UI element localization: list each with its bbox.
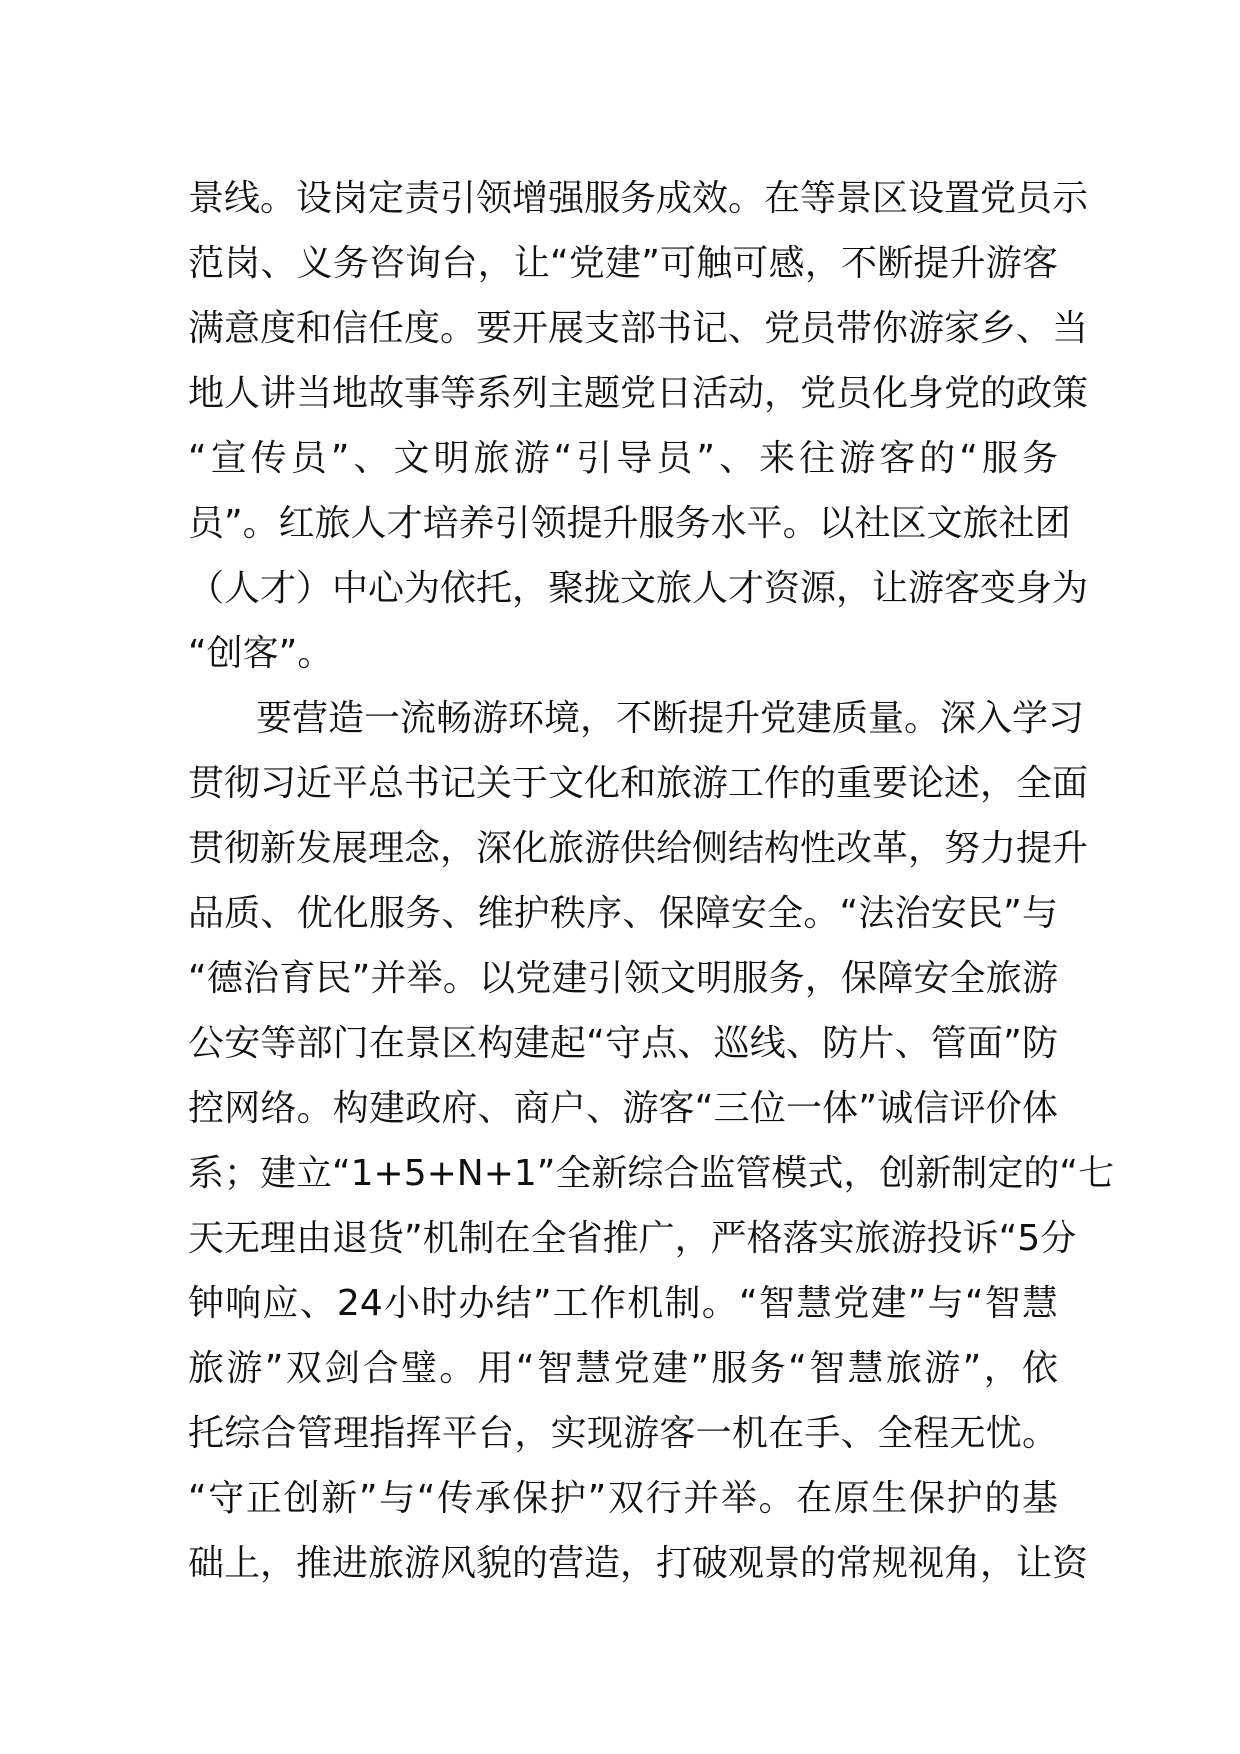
- body-text-line: 控网络。构建政府、商户、游客“三位一体”诚信评价体: [188, 1088, 1058, 1129]
- body-text-line: 天无理由退货”机制在全省推广，严格落实旅游投诉“5分: [188, 1218, 1077, 1259]
- body-text-line: “守正创新”与“传承保护”双行并举。在原生保护的基: [188, 1478, 1058, 1519]
- body-text-line: “创客”。: [188, 633, 334, 674]
- body-text-line: 系；建立“1+5+N+1”全新综合监管模式，创新制定的“七: [188, 1153, 1115, 1194]
- body-text-line: “德治育民”并举。以党建引领文明服务，保障安全旅游: [188, 958, 1058, 999]
- body-text-line: 础上，推进旅游风貌的营造，打破观景的常规视角，让资: [188, 1543, 1089, 1584]
- body-text-line: “宣传员”、文明旅游“引导员”、来往游客的“服务: [188, 438, 1058, 479]
- body-text-line: 满意度和信任度。要开展支部书记、党员带你游家乡、当: [188, 308, 1089, 349]
- body-text-line: 公安等部门在景区构建起“守点、巡线、防片、管面”防: [188, 1023, 1058, 1064]
- body-text-line: （人才）中心为依托，聚拢文旅人才资源，让游客变身为: [188, 568, 1089, 609]
- body-text-line: 范岗、义务咨询台，让“党建”可触可感，不断提升游客: [188, 243, 1058, 284]
- body-text-line: 贯彻习近平总书记关于文化和旅游工作的重要论述，全面: [188, 763, 1089, 804]
- body-text-line: 钟响应、24小时办结”工作机制。“智慧党建”与“智慧: [188, 1283, 1058, 1324]
- body-text-line: 地人讲当地故事等系列主题党日活动，党员化身党的政策: [188, 373, 1089, 414]
- document-page: [188, 166, 1115, 1596]
- body-text-line: 景线。设岗定责引领增强服务成效。在等景区设置党员示: [188, 178, 1089, 219]
- body-text-line: 旅游”双剑合璧。用“智慧党建”服务“智慧旅游”，依: [188, 1348, 1058, 1389]
- body-text-line: 托综合管理指挥平台，实现游客一机在手、全程无忧。: [188, 1413, 1058, 1454]
- body-text-line: 员”。红旅人才培养引领提升服务水平。以社区文旅社团: [188, 503, 1071, 544]
- body-text-line: 品质、优化服务、维护秩序、保障安全。“法治安民”与: [188, 893, 1058, 934]
- paragraph-first-line: 要营造一流畅游环境，不断提升党建质量。深入学习: [256, 698, 1085, 739]
- body-text-line: 贯彻新发展理念，深化旅游供给侧结构性改革，努力提升: [188, 828, 1089, 869]
